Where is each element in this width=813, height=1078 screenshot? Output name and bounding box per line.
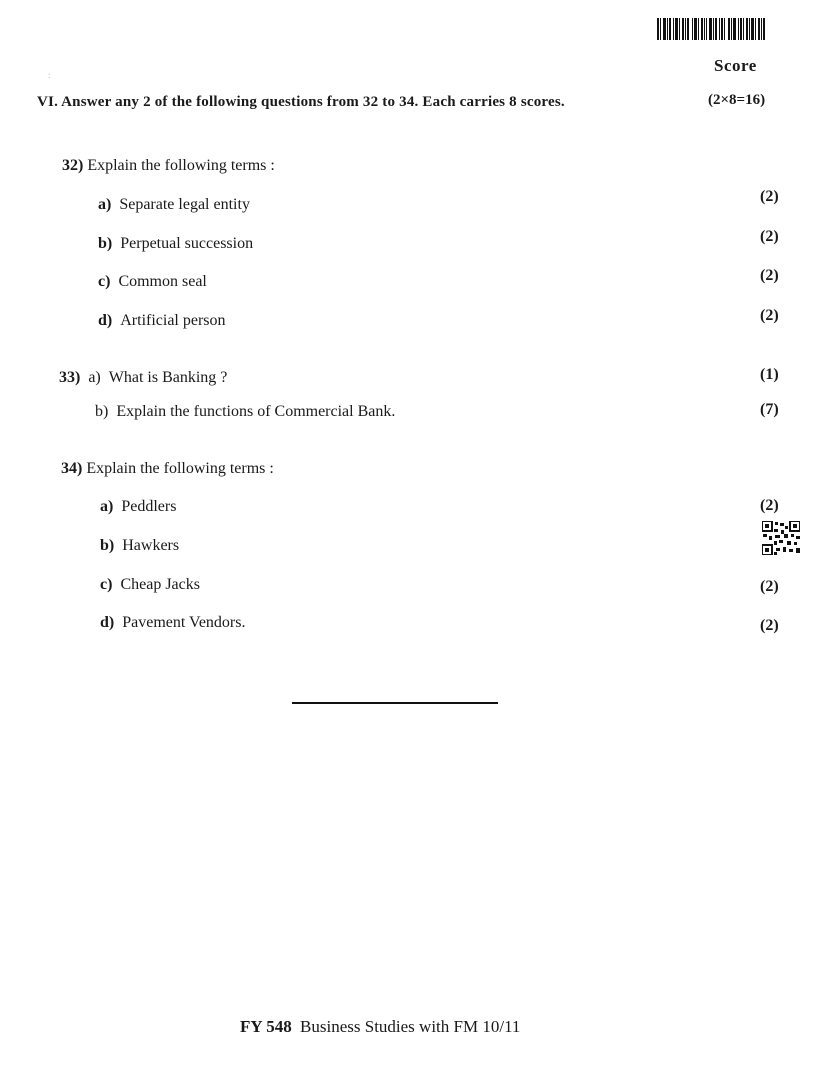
sub-label: c) — [98, 273, 111, 290]
marks: (2) — [760, 497, 779, 514]
sub-question — [100, 576, 200, 594]
barcode — [657, 18, 779, 40]
question-number: 33) — [59, 369, 81, 386]
sub-text: Common seal — [118, 273, 207, 290]
sub-text: Peddlers — [121, 498, 177, 515]
sub-text: Pavement Vendors. — [122, 614, 246, 631]
marks: (2) — [760, 617, 779, 634]
sub-label: b) — [95, 403, 109, 420]
marks: (2) — [760, 228, 779, 245]
score-heading: Score — [714, 56, 757, 75]
sub-question — [100, 614, 245, 632]
section-instruction: VI. Answer any 2 of the following questions from 32 to 34. Each carries 8 scores. — [37, 94, 565, 110]
qr-code-icon — [762, 521, 800, 555]
sub-text: Perpetual succession — [120, 235, 254, 252]
sub-label: a) — [100, 498, 114, 515]
sub-label: d) — [98, 312, 113, 329]
sub-question — [100, 537, 179, 555]
paper-title: Business Studies with FM 10/11 — [300, 1017, 521, 1036]
question-number: 32) — [62, 157, 84, 174]
sub-label: c) — [100, 576, 113, 593]
sub-question — [98, 196, 250, 214]
sub-label: b) — [98, 235, 113, 252]
marks: (1) — [760, 366, 779, 383]
question-34 — [61, 460, 274, 478]
marks: (7) — [760, 401, 779, 418]
sub-text: Artificial person — [120, 312, 226, 329]
section-marks: (2×8=16) — [708, 92, 766, 108]
sub-question — [95, 403, 395, 421]
sub-text: Explain the functions of Commercial Bank. — [116, 403, 396, 420]
scan-mark: : — [48, 70, 51, 80]
marks: (2) — [760, 188, 779, 205]
marks: (2) — [760, 578, 779, 595]
page-footer — [240, 1017, 520, 1037]
sub-label: d) — [100, 614, 115, 631]
sub-question — [98, 273, 207, 291]
marks: (2) — [760, 307, 779, 324]
sub-label: a) — [98, 196, 112, 213]
sub-question — [98, 235, 253, 253]
end-divider — [292, 702, 498, 704]
sub-label: a) — [88, 369, 101, 386]
sub-text: What is Banking ? — [108, 369, 228, 386]
paper-code: FY 548 — [240, 1017, 292, 1036]
question-number: 34) — [61, 460, 83, 477]
marks: (2) — [760, 267, 779, 284]
sub-question — [98, 312, 226, 330]
sub-text: Separate legal entity — [119, 196, 250, 213]
sub-question — [100, 498, 176, 516]
question-prompt: Explain the following terms : — [87, 157, 275, 174]
question-32 — [62, 157, 275, 175]
sub-text: Hawkers — [122, 537, 180, 554]
question-prompt: Explain the following terms : — [86, 460, 274, 477]
question-33 — [59, 369, 227, 387]
sub-label: b) — [100, 537, 115, 554]
sub-text: Cheap Jacks — [120, 576, 200, 593]
